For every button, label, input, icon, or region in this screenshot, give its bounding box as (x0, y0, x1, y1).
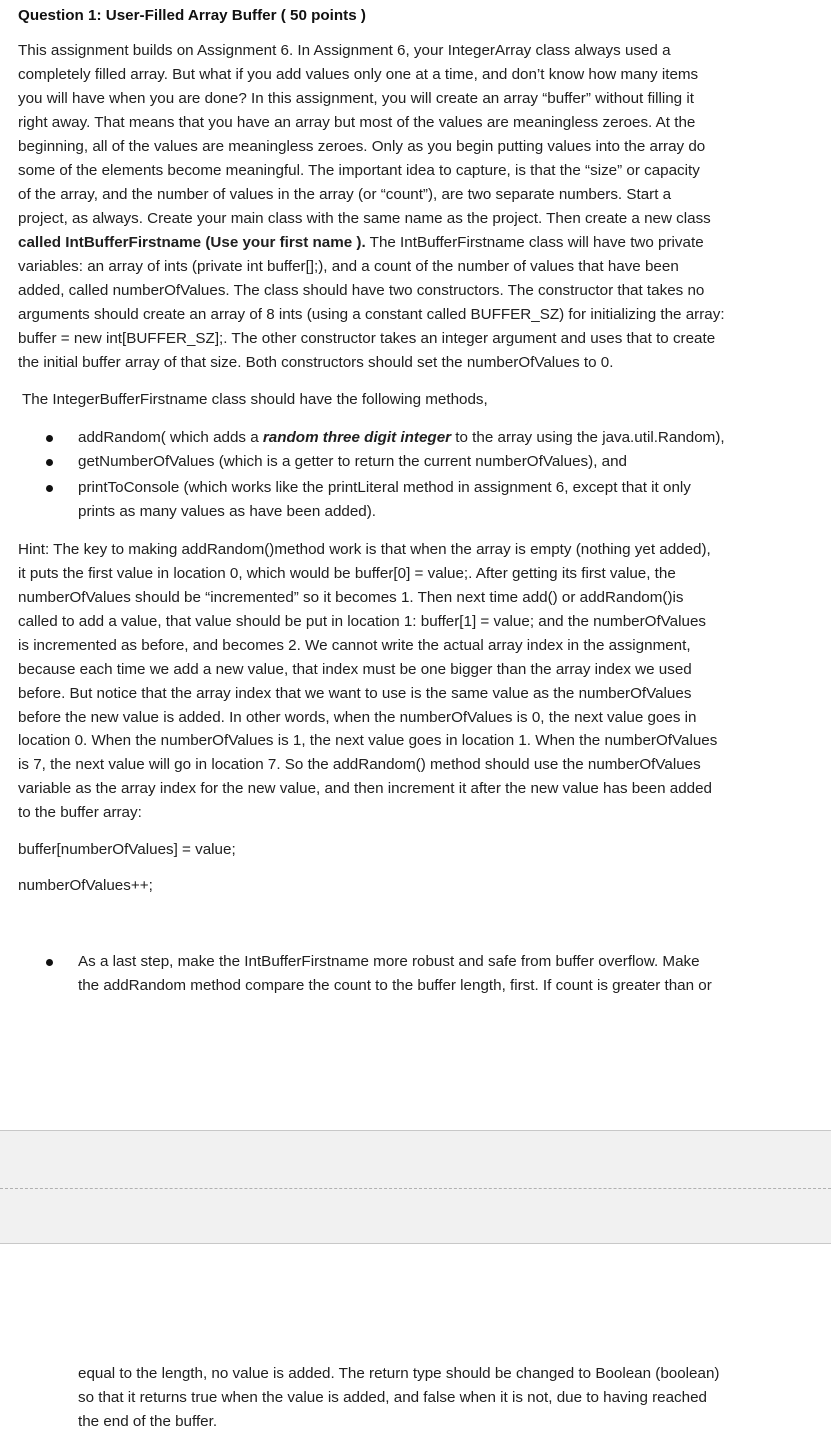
list-item-continuation: equal to the length, no value is added. The return type should be changed to Boolean (boolean) (78, 1365, 720, 1382)
list-item: getNumberOfValues (which is a getter to return the current numberOfValues), and (78, 453, 627, 470)
page-break-divider (0, 1188, 831, 1189)
list-item-continuation: prints as many values as have been added). (78, 503, 377, 520)
hint-line: variable as the array index for the new value, and then increment it after the new value has been added (18, 780, 712, 797)
bullet-icon (46, 435, 53, 442)
hint-line: because each time we add a new value, that index must be one bigger than the array index we used (18, 661, 692, 678)
hint-line: Hint: The key to making addRandom()method work is that when the array is empty (nothing yet added), (18, 541, 711, 558)
bullet-icon (46, 459, 53, 466)
hint-line: location 0. When the numberOfValues is 1, the next value goes in location 1. When the numberOfValues (18, 732, 718, 749)
hint-line: before. But notice that the array index that we want to use is the same value as the numberOfValues (18, 685, 692, 702)
list-item-continuation: so that it returns true when the value is added, and false when it is not, due to having reached (78, 1389, 707, 1406)
class-name-instruction: called IntBufferFirstname (Use your first name ). (18, 234, 366, 251)
bullet-icon (46, 959, 53, 966)
hint-line: called to add a value, that value should be put in location 1: buffer[1] = value; and the numberOfValues (18, 613, 706, 630)
intro-line-rest: The IntBufferFirstname class will have two private (365, 234, 704, 251)
intro-line: This assignment builds on Assignment 6. In Assignment 6, your IntegerArray class always used a (18, 42, 671, 59)
intro-line: you will have when you are done? In this assignment, you will create an array “buffer” without filling it (18, 90, 694, 107)
hint-line: numberOfValues should be “incremented” so it becomes 1. Then next time add() or addRandom()is (18, 589, 684, 606)
emphasis-text: random three digit integer (262, 429, 452, 446)
question-title: Question 1: User-Filled Array Buffer ( 50 points ) (18, 7, 366, 24)
hint-line: it puts the first value in location 0, which would be buffer[0] = value;. After getting its first value, the (18, 565, 676, 582)
list-item (78, 428, 725, 448)
bullet-icon (46, 485, 53, 492)
intro-line: project, as always. Create your main class with the same name as the project. Then create a new class (18, 210, 711, 227)
list-item-text: to the array using the java.util.Random), (451, 429, 725, 446)
code-line: numberOfValues++; (18, 877, 153, 894)
hint-line: is 7, the next value will go in location 7. So the addRandom() method should use the numberOfValues (18, 756, 701, 773)
methods-intro: The IntegerBufferFirstname class should have the following methods, (22, 391, 488, 408)
hint-line: is incremented as before, and becomes 2. We cannot write the actual array index in the assignment, (18, 637, 691, 654)
intro-line: completely filled array. But what if you add values only one at a time, and don’t know how many items (18, 66, 699, 83)
intro-line: of the array, and the number of values in the array (or “count”), are two separate numbers. Start a (18, 186, 672, 203)
intro-line: added, called numberOfValues. The class should have two constructors. The constructor that takes no (18, 282, 705, 299)
list-item-continuation: the end of the buffer. (78, 1413, 218, 1430)
intro-line: buffer = new int[BUFFER_SZ];. The other constructor takes an integer argument and uses that to create (18, 330, 716, 347)
intro-line: arguments should create an array of 8 ints (using a constant called BUFFER_SZ) for initializing the array: (18, 306, 725, 323)
hint-line: before the new value is added. In other words, when the numberOfValues is 0, the next value goes in (18, 709, 697, 726)
intro-line: some of the elements become meaningful. The important idea to capture, is that the “size” or capacity (18, 162, 700, 179)
list-item: printToConsole (which works like the printLiteral method in assignment 6, except that it only (78, 479, 691, 496)
intro-line (18, 233, 704, 253)
hint-line: to the buffer array: (18, 804, 142, 821)
intro-line: right away. That means that you have an array but most of the values are meaningless zeroes. At the (18, 114, 696, 131)
list-item: As a last step, make the IntBufferFirstname more robust and safe from buffer overflow. Make (78, 953, 700, 970)
code-line: buffer[numberOfValues] = value; (18, 841, 236, 858)
intro-line: the initial buffer array of that size. Both constructors should set the numberOfValues to 0. (18, 354, 614, 371)
intro-line: variables: an array of ints (private int buffer[];), and a count of the number of values that have been (18, 258, 679, 275)
intro-line: beginning, all of the values are meaningless zeroes. Only as you begin putting values into the array do (18, 138, 706, 155)
list-item-text: addRandom( which adds a (78, 429, 263, 446)
list-item-continuation: the addRandom method compare the count to the buffer length, first. If count is greater than or (78, 977, 712, 994)
page-break-band (0, 1130, 831, 1244)
